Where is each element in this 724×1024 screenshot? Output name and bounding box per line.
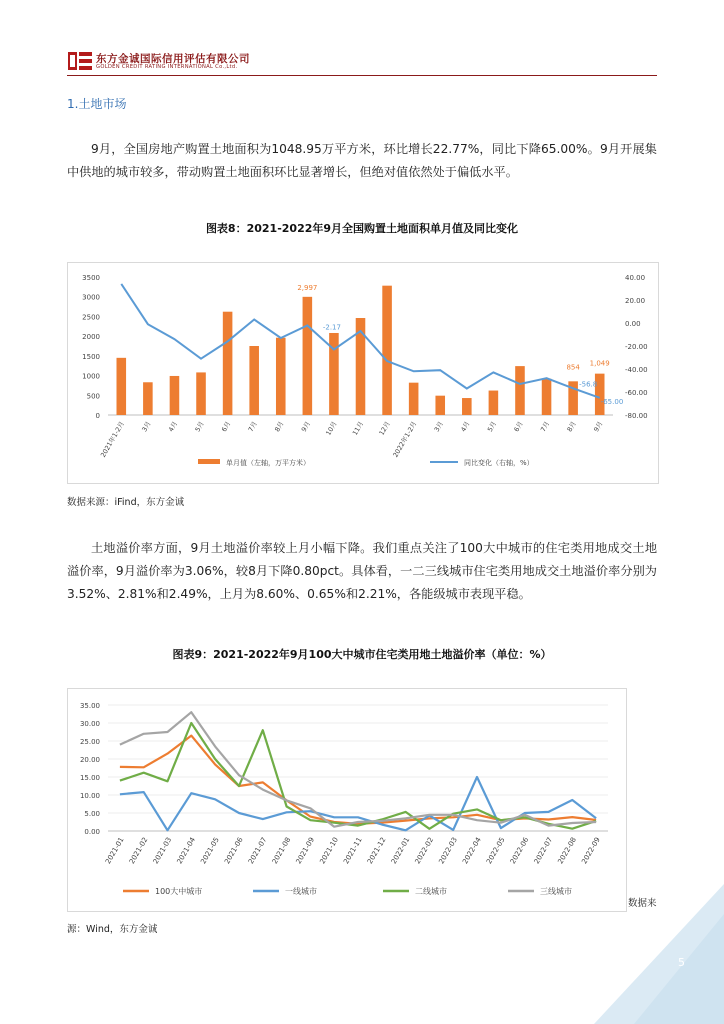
data-label: 2,997 xyxy=(297,283,318,292)
series-line xyxy=(120,712,596,827)
header-divider xyxy=(67,75,657,76)
legend-label: 100大中城市 xyxy=(155,887,203,896)
bar xyxy=(435,396,445,415)
x-axis-tick: 9月 xyxy=(592,420,605,434)
legend-label: 同比变化（右轴，%） xyxy=(464,459,534,467)
x-axis-tick: 2022-05 xyxy=(485,836,507,866)
x-axis-tick: 7月 xyxy=(246,420,259,434)
right-axis-tick: 40.00 xyxy=(625,274,646,282)
figure8-source: 数据来源：iFind，东方金诚 xyxy=(67,497,185,508)
x-axis-tick: 10月 xyxy=(324,420,339,437)
x-axis-tick: 11月 xyxy=(350,420,366,437)
paragraph-2-text: 土地溢价率方面，9月土地溢价率较上月小幅下降。我们重点关注了100大中城市的住宅类用地成交土地溢价率，9月溢价率为3.06%，较8月下降0.80pct。具体看，一二三线城市住宅类用地成交土地溢价率分别为3.52%、2.81%和2.49%，上月为8.60%、0.65%和2.21%，各能级城市表现平稳。 xyxy=(67,541,657,601)
x-axis-tick: 2021-03 xyxy=(151,836,174,866)
x-axis-tick: 2021-12 xyxy=(365,836,388,866)
bar xyxy=(489,391,499,415)
right-axis-tick: -60.00 xyxy=(625,389,648,397)
paragraph-land-area xyxy=(67,138,657,184)
x-axis-tick: 2022年1-2月 xyxy=(391,420,419,459)
data-label: -65.00 xyxy=(600,397,624,406)
y-axis-tick: 10.00 xyxy=(79,792,100,800)
y-axis-tick: 25.00 xyxy=(79,738,100,746)
x-axis-tick: 2021-04 xyxy=(175,836,198,866)
company-name-cn: 东方金诚国际信用评估有限公司 xyxy=(96,53,250,65)
x-axis-tick: 2022-04 xyxy=(461,836,483,866)
data-label: -2.17 xyxy=(322,323,341,332)
x-axis-tick: 2021-08 xyxy=(270,836,293,866)
figure9-chart xyxy=(68,689,626,911)
x-axis-tick: 2022-01 xyxy=(389,836,412,866)
company-logo xyxy=(67,50,93,72)
left-axis-tick: 3000 xyxy=(82,293,100,302)
right-axis-tick: 20.00 xyxy=(625,297,646,305)
y-axis-tick: 35.00 xyxy=(79,702,100,710)
y-axis-tick: 15.00 xyxy=(79,774,100,782)
x-axis-tick: 2022-07 xyxy=(532,836,555,866)
x-axis-tick: 4月 xyxy=(166,420,180,434)
left-axis-tick: 1500 xyxy=(82,352,100,361)
x-axis-tick: 6月 xyxy=(220,420,233,434)
legend-label: 一线城市 xyxy=(285,887,317,896)
bar xyxy=(276,338,286,415)
paragraph-premium-rate xyxy=(67,537,657,606)
x-axis-tick: 5月 xyxy=(485,420,499,434)
y-axis-tick: 0.00 xyxy=(84,828,100,836)
legend-label: 三线城市 xyxy=(540,887,572,896)
x-axis-tick: 2021-05 xyxy=(199,836,221,866)
figure8-title: 图表8：2021-2022年9月全国购置土地面积单月值及同比变化 xyxy=(205,222,519,235)
left-axis-tick: 500 xyxy=(86,392,100,401)
left-axis-tick: 2500 xyxy=(82,313,100,322)
bar xyxy=(196,372,206,415)
x-axis-tick: 2021-10 xyxy=(318,836,340,866)
right-axis-tick: -80.00 xyxy=(625,412,648,420)
company-name-en: GOLDEN CREDIT RATING INTERNATIONAL Co.,Ltd. xyxy=(96,64,238,70)
right-axis-tick: -40.00 xyxy=(625,366,648,374)
bar xyxy=(462,398,472,415)
bar xyxy=(170,376,180,415)
x-axis-tick: 4月 xyxy=(459,420,472,434)
figure9-source-part2: 源：Wind，东方金诚 xyxy=(67,924,158,935)
x-axis-tick: 12月 xyxy=(377,420,392,437)
bar xyxy=(542,379,552,415)
x-axis-tick: 6月 xyxy=(512,420,525,434)
bar xyxy=(515,366,525,415)
legend-label: 单月值（左轴，万平方米） xyxy=(226,459,310,467)
x-axis-tick: 3月 xyxy=(140,420,153,434)
section-title: 1.土地市场 xyxy=(67,97,127,111)
figure9-title: 图表9：2021-2022年9月100大中城市住宅类用地土地溢价率（单位：%） xyxy=(172,648,552,661)
right-axis-tick: 0.00 xyxy=(625,320,641,328)
x-axis-tick: 7月 xyxy=(539,420,552,434)
y-axis-tick: 30.00 xyxy=(79,720,100,728)
x-axis-tick: 9月 xyxy=(299,420,313,434)
x-axis-tick: 2021-01 xyxy=(104,836,126,866)
x-axis-tick: 5月 xyxy=(193,420,206,434)
corner-decoration xyxy=(594,884,724,1024)
x-axis-tick: 2022-03 xyxy=(437,836,459,866)
x-axis-tick: 2022-08 xyxy=(556,836,579,866)
left-axis-tick: 1000 xyxy=(82,372,100,381)
x-axis-tick: 2022-06 xyxy=(508,836,531,866)
x-axis-tick: 2021-07 xyxy=(246,836,269,866)
x-axis-tick: 2021-09 xyxy=(294,836,317,866)
bar xyxy=(382,286,392,415)
page-number: 5 xyxy=(678,956,685,969)
left-axis-tick: 2000 xyxy=(82,333,100,342)
x-axis-tick: 2021-06 xyxy=(223,836,245,866)
paragraph-1-text: 9月，全国房地产购置土地面积为1048.95万平方米，环比增长22.77%，同比下降65.00%。9月开展集中供地的城市较多，带动购置土地面积环比显著增长，但绝对值依然处于偏低水平。 xyxy=(67,142,657,179)
bar xyxy=(223,312,233,415)
data-label: 854 xyxy=(566,363,580,372)
y-axis-tick: 5.00 xyxy=(84,810,100,818)
x-axis-tick: 2021-02 xyxy=(127,836,150,866)
right-axis-tick: -20.00 xyxy=(625,343,648,351)
x-axis-tick: 2022-09 xyxy=(580,836,602,866)
x-axis-tick: 2021年1-2月 xyxy=(99,420,127,459)
left-axis-tick: 0 xyxy=(95,412,100,420)
figure9-source-part1: 数据来 xyxy=(628,898,657,909)
y-axis-tick: 20.00 xyxy=(79,756,100,764)
figure8-chart-frame xyxy=(67,262,659,484)
x-axis-tick: 8月 xyxy=(273,420,286,434)
data-label: 1,049 xyxy=(589,359,610,368)
bar xyxy=(143,382,153,415)
left-axis-tick: 3500 xyxy=(82,274,100,282)
figure9-chart-frame xyxy=(67,688,627,912)
x-axis-tick: 2021-11 xyxy=(342,836,364,866)
x-axis-tick: 8月 xyxy=(565,420,578,434)
data-label: -56.8 xyxy=(579,380,598,389)
bar xyxy=(249,346,259,415)
legend-swatch-bar xyxy=(198,459,220,464)
legend-label: 二线城市 xyxy=(415,887,447,896)
x-axis-tick: 2022-02 xyxy=(413,836,436,866)
x-axis-tick: 3月 xyxy=(432,420,445,434)
figure8-chart xyxy=(68,263,658,483)
bar xyxy=(303,297,313,415)
series-line xyxy=(120,736,596,824)
bar xyxy=(409,383,419,415)
bar xyxy=(117,358,127,415)
